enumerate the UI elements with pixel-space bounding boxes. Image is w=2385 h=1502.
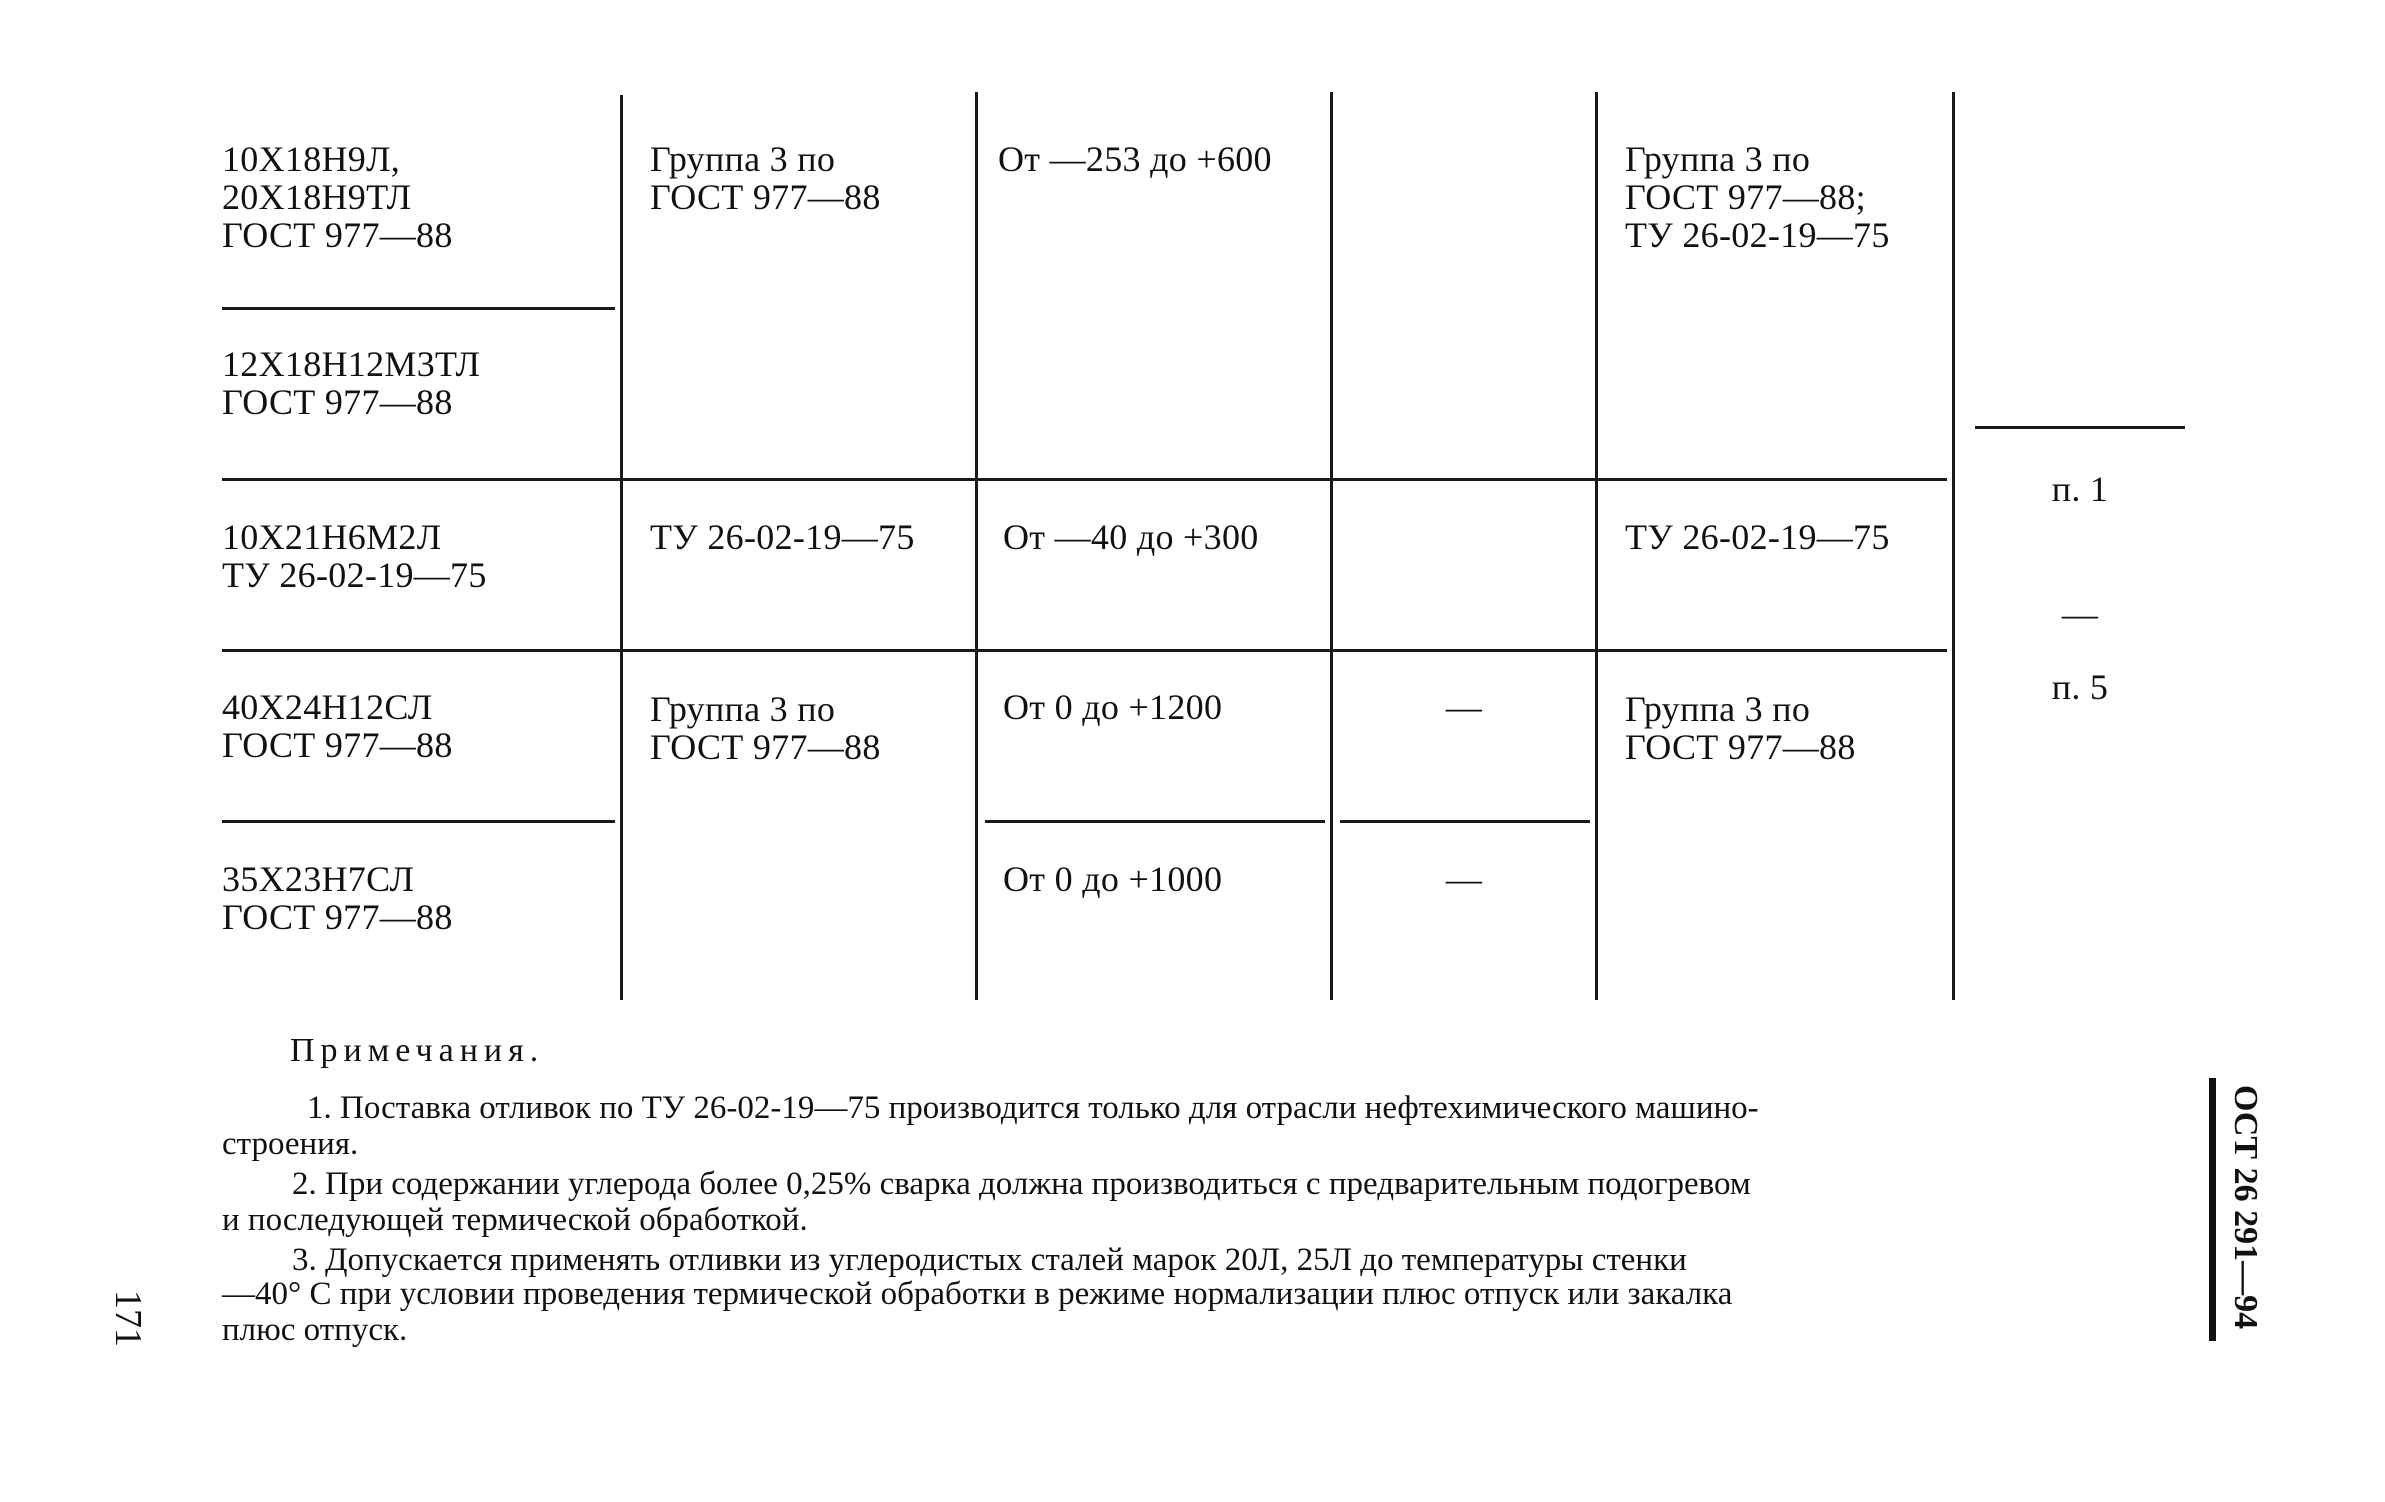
column-rule — [1952, 92, 1955, 1000]
note-line: и последующей термической обработкой. — [222, 1202, 808, 1238]
group-cell: Группа 3 по ГОСТ 977—88 — [650, 689, 881, 767]
column-rule — [1330, 92, 1333, 1000]
row-rule — [222, 478, 1947, 481]
temperature-cell: От 0 до +1000 — [1003, 859, 1223, 899]
reference-dash: — — [2061, 594, 2099, 634]
temperature-cell: От —253 до +600 — [998, 139, 1272, 179]
standard-cell: ТУ 26-02-19—75 — [1625, 517, 1890, 557]
notes-title: Примечания. — [290, 1032, 545, 1069]
notes-block — [222, 1090, 2187, 1350]
standard-cell: Группа 3 по ГОСТ 977—88 — [1625, 689, 1856, 767]
steel-grade-cell: 10Х21Н6М2Л ТУ 26-02-19—75 — [222, 517, 487, 595]
group-cell: Группа 3 по ГОСТ 977—88 — [650, 139, 881, 217]
row-rule — [222, 820, 615, 823]
temperature-cell: От 0 до +1200 — [1003, 687, 1223, 727]
dash-cell: — — [1445, 687, 1483, 727]
row-rule — [985, 820, 1325, 823]
temperature-cell: От —40 до +300 — [1003, 517, 1259, 557]
row-rule — [1975, 426, 2185, 429]
note-line: 3. Допускается применять отливки из углеродистых сталей марок 20Л, 25Л до температуры стенки — [292, 1242, 1687, 1278]
column-rule — [1595, 92, 1598, 1000]
note-line: плюс отпуск. — [222, 1312, 408, 1348]
row-rule — [222, 307, 615, 310]
standard-cell: Группа 3 по ГОСТ 977—88; ТУ 26-02-19—75 — [1625, 139, 1890, 255]
steel-grade-cell: 10Х18Н9Л, 20Х18Н9ТЛ ГОСТ 977—88 — [222, 139, 453, 255]
row-rule — [222, 649, 1947, 652]
steel-grade-cell: 12Х18Н12М3ТЛ ГОСТ 977—88 — [222, 344, 481, 422]
side-rule — [2209, 1078, 2216, 1341]
group-cell: ТУ 26-02-19—75 — [650, 517, 915, 557]
reference-cell: п. 1 — [2051, 469, 2109, 509]
note-line: 1. Поставка отливок по ТУ 26-02-19—75 производится только для отрасли нефтехимического машино- — [307, 1090, 1759, 1126]
steel-grade-cell: 35Х23Н7СЛ ГОСТ 977—88 — [222, 859, 453, 937]
reference-cell: п. 5 — [2051, 667, 2109, 707]
row-rule — [1340, 820, 1590, 823]
column-rule — [975, 92, 978, 1000]
dash-cell: — — [1445, 859, 1483, 899]
column-rule — [620, 95, 623, 1000]
note-line: —40° С при условии проведения термической обработки в режиме нормализации плюс отпуск или закалка — [222, 1276, 1733, 1312]
note-line: 2. При содержании углерода более 0,25% сварка должна производиться с предварительным подогревом — [292, 1166, 1751, 1202]
note-line: строения. — [222, 1126, 359, 1162]
document-code: ОСТ 26 291—94 — [2227, 1085, 2264, 1330]
steel-grade-cell: 40Х24Н12СЛ ГОСТ 977—88 — [222, 687, 453, 765]
page-number: 171 — [107, 1290, 149, 1347]
